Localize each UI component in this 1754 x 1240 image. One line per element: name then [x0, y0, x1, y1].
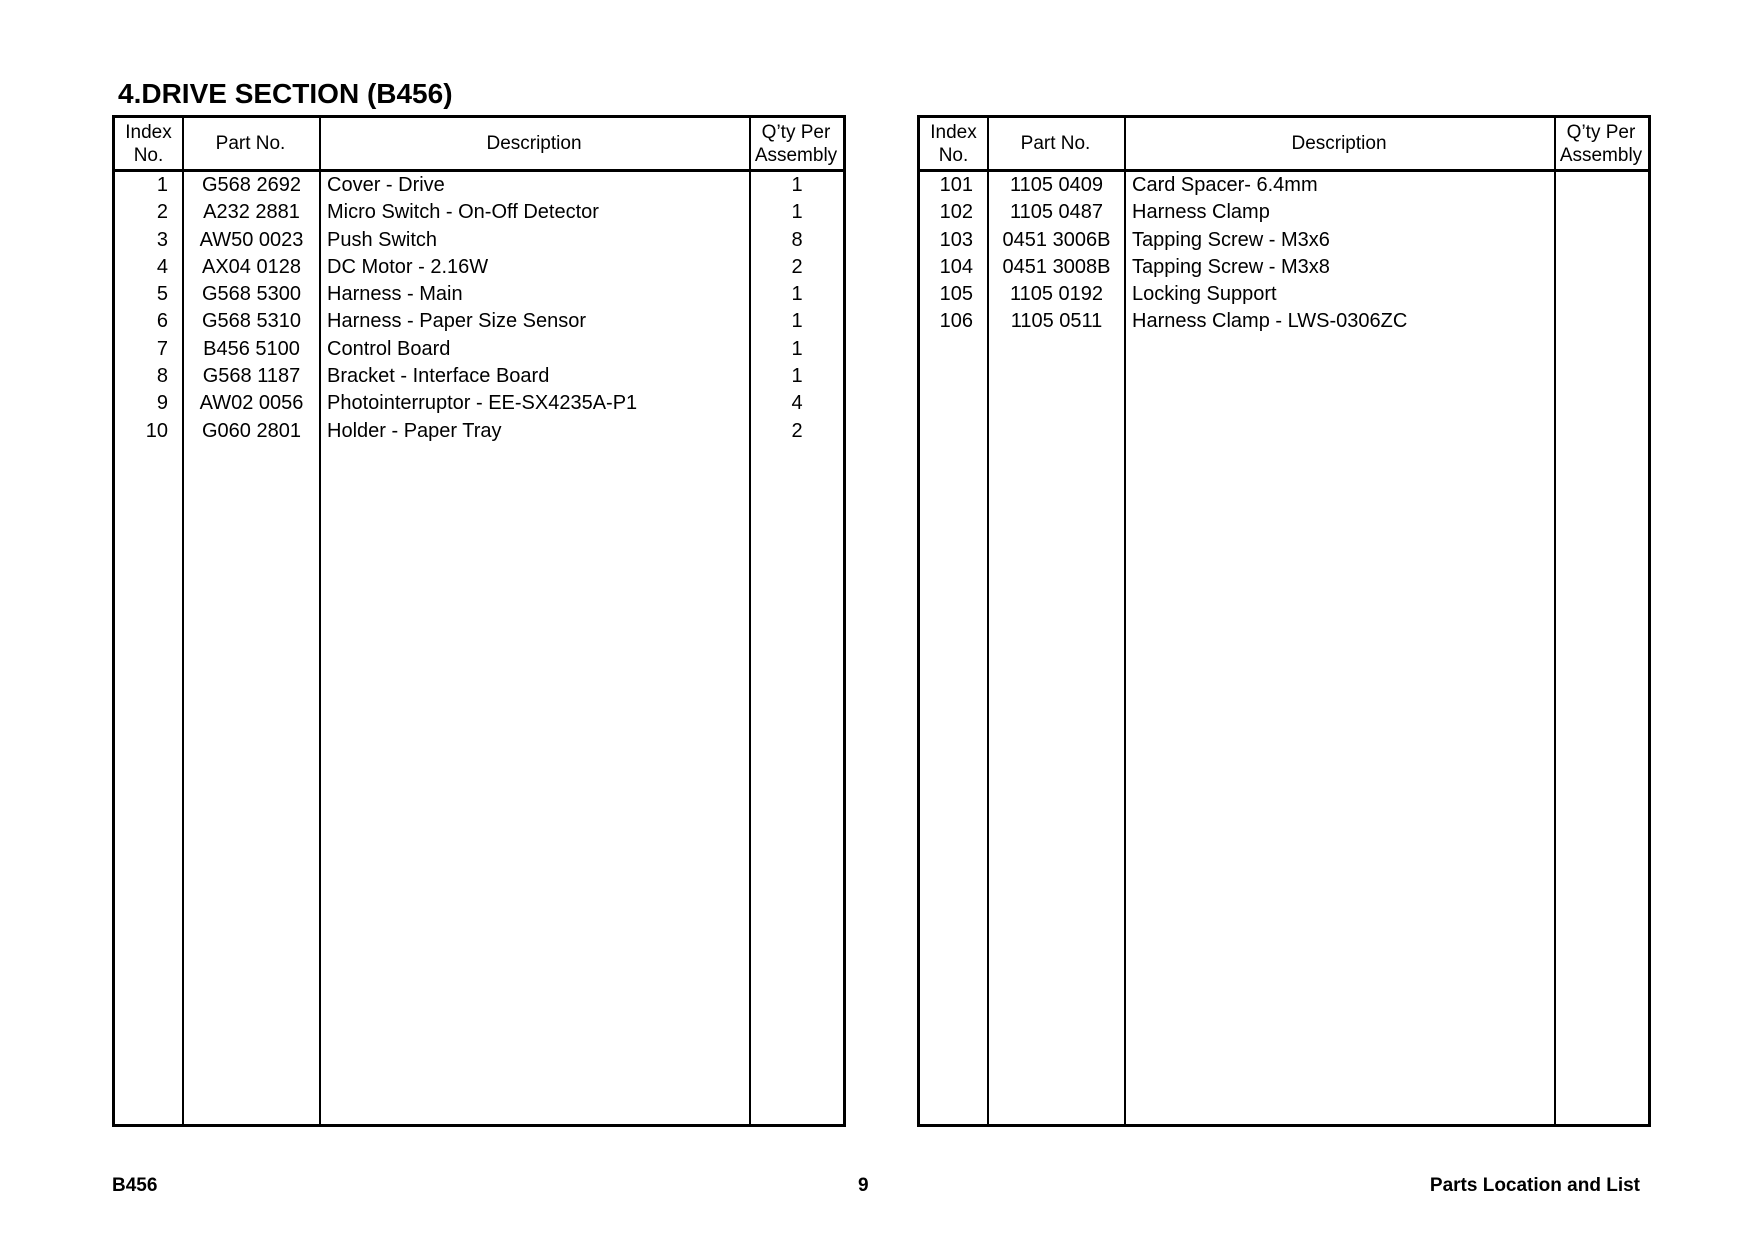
cell-part-no: AW02 0056 [199, 392, 304, 415]
cell-index: 6 [156, 310, 168, 333]
table-row [920, 199, 1648, 226]
cell-part-no: AW50 0023 [199, 228, 304, 251]
cell-qty: 2 [791, 419, 803, 442]
table-row [920, 308, 1648, 335]
cell-index: 2 [156, 201, 168, 224]
table-row [920, 281, 1648, 308]
cell-part-no: 1105 0409 [1009, 174, 1104, 196]
header-qty: Q’ty Per Assembly [1559, 121, 1643, 166]
cell-part-no: 1105 0487 [1009, 201, 1104, 224]
cell-description: Micro Switch - On-Off Detector [327, 201, 599, 224]
table-body [115, 172, 843, 445]
cell-description: Bracket - Interface Board [327, 365, 550, 388]
cell-part-no: AX04 0128 [202, 255, 301, 278]
cell-description: Harness Clamp [1132, 201, 1270, 224]
table-row [115, 363, 843, 390]
header-index: Index No. [125, 121, 172, 166]
footer-page-number: 9 [858, 1175, 869, 1196]
cell-index: 103 [939, 228, 973, 251]
header-description: Description [1291, 133, 1387, 154]
cell-index: 3 [156, 228, 168, 251]
cell-part-no: G568 1187 [202, 365, 301, 388]
cell-qty: 1 [791, 201, 803, 224]
table-header [920, 118, 1648, 172]
header-index: Index No. [930, 121, 977, 166]
cell-description: Harness - Paper Size Sensor [327, 310, 587, 333]
cell-index: 105 [939, 283, 973, 306]
cell-qty: 1 [791, 174, 803, 196]
cell-index: 5 [156, 283, 168, 306]
cell-qty: 2 [791, 255, 803, 278]
cell-index: 104 [939, 255, 973, 278]
cell-description: Tapping Screw - M3x8 [1132, 255, 1330, 278]
cell-description: DC Motor - 2.16W [327, 255, 489, 278]
cell-index: 101 [939, 174, 973, 196]
header-description: Description [486, 133, 582, 154]
table-row [115, 390, 843, 417]
table-row [920, 227, 1648, 254]
cell-index: 7 [156, 337, 168, 360]
cell-index: 1 [156, 174, 168, 196]
table-row [115, 281, 843, 308]
cell-index: 9 [156, 392, 168, 415]
cell-qty: 1 [791, 310, 803, 333]
cell-qty [1556, 308, 1648, 335]
footer-section: Parts Location and List [1429, 1175, 1640, 1196]
table-row [920, 172, 1648, 199]
table-row [115, 336, 843, 363]
cell-description: Holder - Paper Tray [327, 419, 502, 442]
cell-qty [1556, 227, 1648, 254]
header-qty: Q’ty Per Assembly [754, 121, 838, 166]
table-row [115, 308, 843, 335]
cell-index: 4 [156, 255, 168, 278]
table-row [920, 254, 1648, 281]
cell-index: 8 [156, 365, 168, 388]
cell-description: Photointerruptor - EE-SX4235A-P1 [327, 392, 638, 415]
cell-description: Tapping Screw - M3x6 [1132, 228, 1330, 251]
cell-qty [1556, 254, 1648, 281]
cell-qty: 1 [791, 365, 803, 388]
cell-qty [1556, 172, 1648, 199]
cell-part-no: G568 5310 [202, 310, 301, 333]
table-body [920, 172, 1648, 336]
cell-index: 10 [145, 419, 168, 442]
cell-description: Cover - Drive [327, 174, 445, 196]
cell-index: 106 [939, 310, 973, 333]
cell-qty: 4 [791, 392, 803, 415]
cell-part-no: 1105 0511 [1010, 310, 1103, 333]
parts-table-right [917, 115, 1651, 1127]
cell-qty: 1 [791, 283, 803, 306]
header-part-no: Part No. [215, 133, 286, 154]
cell-part-no: B456 5100 [203, 337, 300, 360]
cell-part-no: G060 2801 [202, 419, 301, 442]
cell-qty: 1 [791, 337, 803, 360]
cell-part-no: G568 5300 [202, 283, 301, 306]
table-row [115, 418, 843, 445]
header-part-no: Part No. [1020, 133, 1091, 154]
table-row [115, 199, 843, 226]
table-header [115, 118, 843, 172]
cell-part-no: G568 2692 [202, 174, 301, 196]
cell-description: Locking Support [1132, 283, 1277, 306]
cell-part-no: 0451 3006B [1002, 228, 1111, 251]
cell-index: 102 [939, 201, 973, 224]
cell-description: Push Switch [327, 228, 438, 251]
cell-part-no: 1105 0192 [1009, 283, 1104, 306]
page-title: 4.DRIVE SECTION (B456) [118, 78, 453, 109]
cell-qty [1556, 199, 1648, 226]
cell-description: Harness Clamp - LWS-0306ZC [1132, 310, 1408, 333]
cell-part-no: 0451 3008B [1002, 255, 1111, 278]
cell-description: Harness - Main [327, 283, 463, 306]
table-row [115, 254, 843, 281]
footer-model: B456 [112, 1175, 158, 1196]
table-row [115, 172, 843, 199]
cell-description: Control Board [327, 337, 451, 360]
cell-qty [1556, 281, 1648, 308]
table-row [115, 227, 843, 254]
cell-qty: 8 [791, 228, 803, 251]
cell-part-no: A232 2881 [203, 201, 300, 224]
cell-description: Card Spacer- 6.4mm [1132, 174, 1318, 196]
parts-table-left [112, 115, 846, 1127]
